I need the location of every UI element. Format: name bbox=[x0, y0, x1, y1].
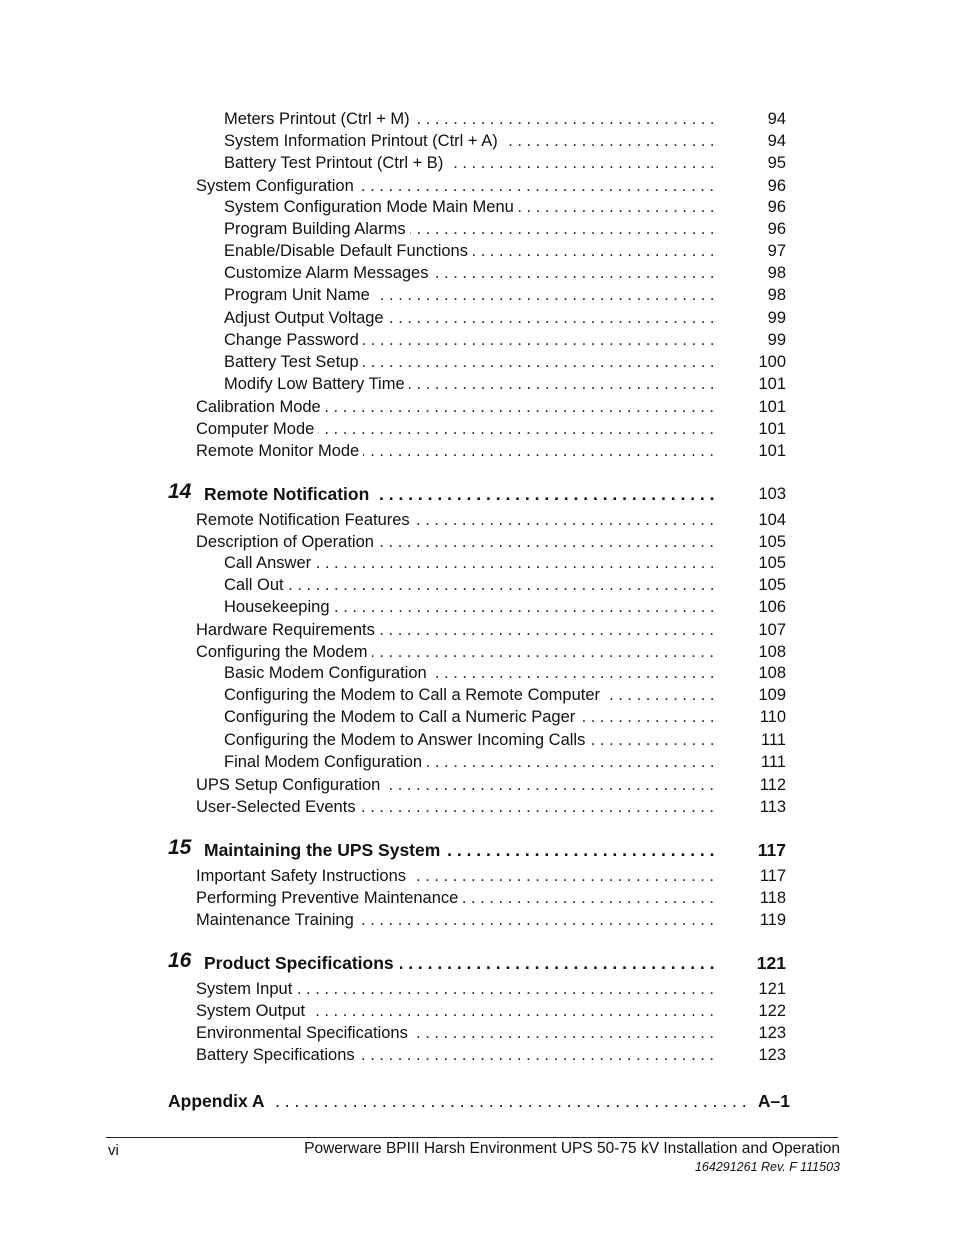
toc-entry-performing-preventive-maintenance[interactable]: Performing Preventive Maintenance . . . bbox=[196, 887, 720, 909]
chapter-heading-14[interactable] bbox=[0, 481, 954, 507]
toc-entry-modem-answer-incoming-calls[interactable]: Configuring the Modem to Answer Incoming Calls . . . bbox=[224, 729, 720, 751]
chapter-number: 16 bbox=[168, 949, 192, 972]
toc-page: 101 bbox=[758, 442, 786, 460]
appendix-page: A–1 bbox=[757, 1091, 790, 1111]
toc-entry-important-safety-instructions[interactable]: Important Safety Instructions . . . bbox=[196, 865, 720, 887]
toc-page: 108 bbox=[758, 643, 786, 661]
toc-page: 108 bbox=[758, 664, 786, 682]
toc-page: 117 bbox=[759, 867, 786, 885]
toc-entry-calibration-mode[interactable]: Calibration Mode . . . bbox=[196, 396, 720, 418]
toc-page: 94 bbox=[767, 110, 786, 128]
toc-entry-remote-monitor-mode[interactable]: Remote Monitor Mode . . . bbox=[196, 440, 720, 462]
toc-entry-system-output[interactable]: System Output . . . bbox=[196, 1000, 720, 1022]
toc-page: 100 bbox=[758, 353, 786, 371]
toc-page: 105 bbox=[758, 576, 786, 594]
toc-entry-system-input[interactable]: System Input . . . bbox=[196, 978, 720, 1000]
toc-page: 111 bbox=[760, 731, 786, 749]
toc-entry-hardware-requirements[interactable]: Hardware Requirements . . . bbox=[196, 619, 720, 641]
chapter-page: 117 bbox=[757, 840, 786, 860]
toc-entry-modify-low-battery-time[interactable]: Modify Low Battery Time . . . bbox=[224, 373, 720, 395]
toc-entry-program-unit-name[interactable]: Program Unit Name . . . bbox=[224, 284, 720, 306]
toc-page: 121 bbox=[758, 980, 786, 998]
toc-page: 99 bbox=[767, 331, 786, 349]
toc-page: 104 bbox=[758, 511, 786, 529]
footer-document-title: Powerware BPIII Harsh Environment UPS 50‑75 kV Installation and Operation bbox=[304, 1140, 840, 1157]
toc-entry-description-of-operation[interactable]: Description of Operation . . . bbox=[196, 531, 720, 553]
toc-entry-battery-specifications[interactable]: Battery Specifications . . . bbox=[196, 1044, 720, 1066]
toc-entry-modem-call-remote-computer[interactable]: Configuring the Modem to Call a Remote Computer . . . bbox=[224, 684, 720, 706]
toc-page: 96 bbox=[767, 220, 786, 238]
toc-entry-enable-disable-default-functions[interactable]: Enable/Disable Default Functions . . . bbox=[224, 240, 720, 262]
toc-page: 118 bbox=[759, 889, 786, 907]
toc-entry-call-answer[interactable]: Call Answer . . . bbox=[224, 552, 720, 574]
toc-page: 107 bbox=[758, 621, 786, 639]
toc-page: 97 bbox=[767, 242, 786, 260]
toc-page: 122 bbox=[758, 1002, 786, 1020]
toc-entry-battery-test-printout[interactable]: Battery Test Printout (Ctrl + B) . . . bbox=[224, 152, 720, 174]
toc-entry-battery-test-setup[interactable]: Battery Test Setup . . . bbox=[224, 351, 720, 373]
toc-entry-customize-alarm-messages[interactable]: Customize Alarm Messages . . . bbox=[224, 262, 720, 284]
toc-page: 101 bbox=[758, 420, 786, 438]
toc-entry-configuring-the-modem[interactable]: Configuring the Modem . . . bbox=[196, 641, 720, 663]
toc-page: 123 bbox=[758, 1024, 786, 1042]
toc-entry-basic-modem-configuration[interactable]: Basic Modem Configuration . . . bbox=[224, 662, 720, 684]
chapter-title: Maintaining the UPS System bbox=[204, 840, 446, 860]
toc-entry-system-configuration-mode-main-menu[interactable]: System Configuration Mode Main Menu . . . bbox=[224, 196, 720, 218]
toc-entry-meters-printout[interactable]: Meters Printout (Ctrl + M) . . . bbox=[224, 108, 720, 130]
chapter-heading-16[interactable] bbox=[0, 950, 954, 976]
toc-entry-modem-call-numeric-pager[interactable]: Configuring the Modem to Call a Numeric Pager . . . bbox=[224, 706, 720, 728]
footer-divider bbox=[106, 1137, 838, 1138]
chapter-heading-15[interactable] bbox=[0, 837, 954, 863]
toc-page: 123 bbox=[758, 1046, 786, 1064]
toc-entry-final-modem-configuration[interactable]: Final Modem Configuration . . . bbox=[224, 751, 720, 773]
toc-entry-adjust-output-voltage[interactable]: Adjust Output Voltage . . . bbox=[224, 307, 720, 329]
chapter-page: 103 bbox=[758, 485, 786, 503]
toc-page: 113 bbox=[759, 798, 786, 816]
toc-page: 110 bbox=[759, 708, 786, 726]
footer-document-code: 164291261 Rev. F 111503 bbox=[694, 1160, 840, 1174]
toc-page: 95 bbox=[767, 154, 786, 172]
chapter-title: Remote Notification bbox=[204, 484, 375, 504]
chapter-page: 121 bbox=[756, 953, 786, 973]
toc-entry-maintenance-training[interactable]: Maintenance Training . . . bbox=[196, 909, 720, 931]
toc-page: 96 bbox=[767, 177, 786, 195]
toc-entry-program-building-alarms[interactable]: Program Building Alarms . . . bbox=[224, 218, 720, 240]
toc-page: 101 bbox=[758, 398, 786, 416]
toc-page: 111 bbox=[760, 753, 786, 771]
toc-page: 99 bbox=[767, 309, 786, 327]
toc-page: 94 bbox=[767, 132, 786, 150]
appendix-label: Appendix A bbox=[168, 1091, 269, 1111]
toc-page: 98 bbox=[767, 264, 786, 282]
toc-page: 105 bbox=[758, 554, 786, 572]
toc-page: 101 bbox=[758, 375, 786, 393]
toc-entry-ups-setup-configuration[interactable]: UPS Setup Configuration . . . bbox=[196, 774, 720, 796]
chapter-title: Product Specifications bbox=[204, 953, 400, 973]
toc-entry-remote-notification-features[interactable]: Remote Notification Features . . . bbox=[196, 509, 720, 531]
toc-entry-change-password[interactable]: Change Password . . . bbox=[224, 329, 720, 351]
toc-entry-housekeeping[interactable]: Housekeeping . . . bbox=[224, 596, 720, 618]
toc-page: 112 bbox=[759, 776, 786, 794]
toc-entry-appendix-a[interactable] bbox=[168, 1088, 790, 1114]
toc-page: 109 bbox=[758, 686, 786, 704]
toc-entry-system-configuration[interactable]: System Configuration . . . bbox=[196, 175, 720, 197]
toc-page: 105 bbox=[758, 533, 786, 551]
footer-page-number: vi bbox=[108, 1142, 119, 1159]
toc-page: 106 bbox=[758, 598, 786, 616]
toc-entry-environmental-specifications[interactable]: Environmental Specifications . . . bbox=[196, 1022, 720, 1044]
toc-page: 119 bbox=[759, 911, 786, 929]
toc-page: 98 bbox=[767, 286, 786, 304]
toc-page: 96 bbox=[767, 198, 786, 216]
toc-entry-system-information-printout[interactable]: System Information Printout (Ctrl + A) . . . bbox=[224, 130, 720, 152]
toc-entry-user-selected-events[interactable]: User-Selected Events . . . bbox=[196, 796, 720, 818]
chapter-number: 15 bbox=[168, 836, 192, 859]
toc-entry-computer-mode[interactable]: Computer Mode . . . bbox=[196, 418, 720, 440]
chapter-number: 14 bbox=[168, 480, 192, 503]
toc-entry-call-out[interactable]: Call Out . . . bbox=[224, 574, 720, 596]
